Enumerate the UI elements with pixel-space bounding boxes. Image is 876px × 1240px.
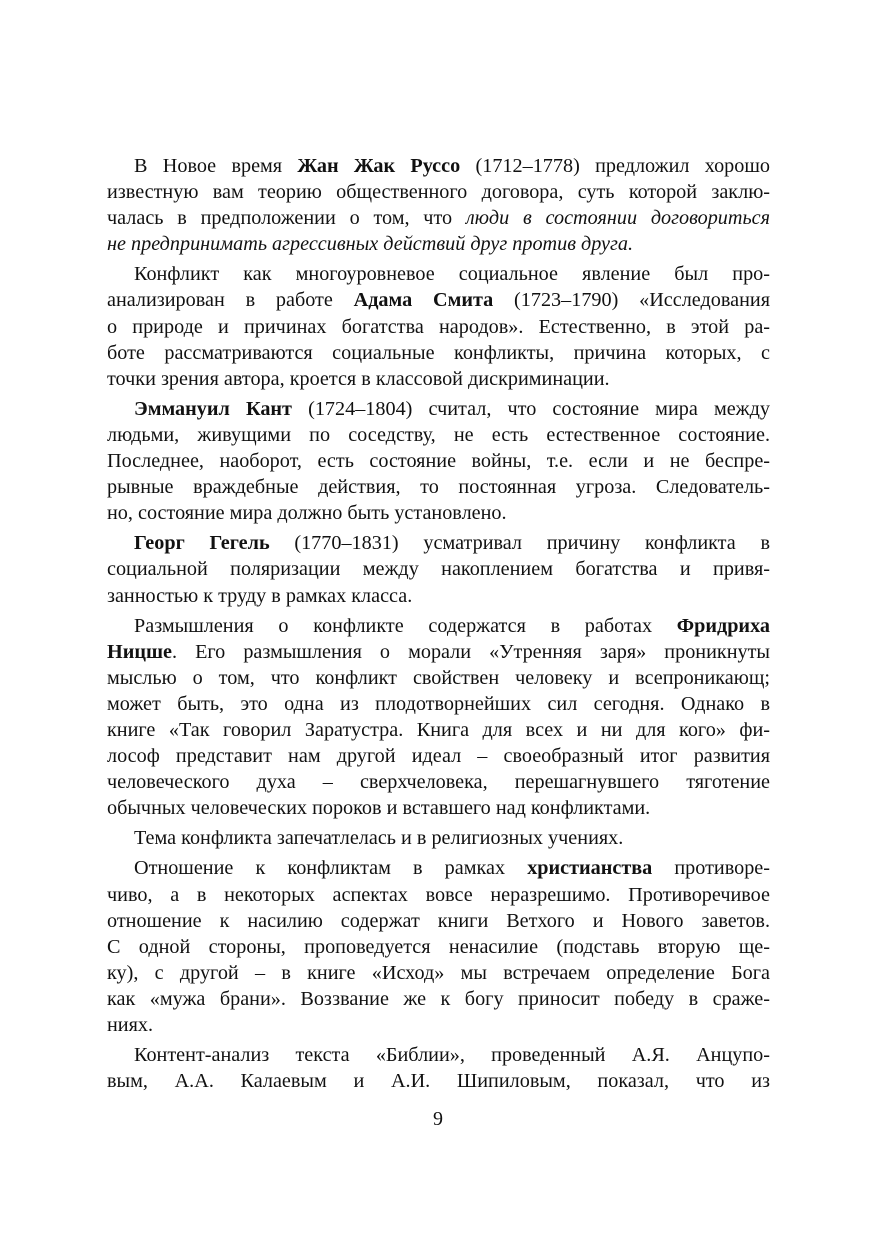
text-run: может быть, это одна из плодотворнейших сил сегодня. Однако в: [107, 692, 770, 715]
text-line: [107, 1012, 770, 1038]
text-line: [107, 882, 770, 908]
text-line: [107, 639, 770, 665]
text-line: [107, 855, 770, 881]
text-run: рывные враждебные действия, то постоянная угроза. Следователь-: [107, 476, 770, 499]
text-run: вым, А.А. Калаевым и А.И. Шипиловым, показал, что из: [107, 1070, 770, 1093]
text-run: известную вам теорию общественного договора, суть которой заклю-: [107, 181, 770, 204]
text-line: [107, 743, 770, 769]
text-run: точки зрения автора, кроется в классовой дискриминации.: [107, 367, 610, 390]
bold-name: христианства: [527, 857, 653, 880]
text-run: отношение к насилию содержат книги Ветхого и Нового заветов.: [107, 909, 770, 932]
text-run: . Его размышления о морали «Утренняя заря» проникнуты: [171, 640, 770, 663]
bold-name: Жан Жак Руссо: [297, 155, 461, 177]
paragraph: [107, 153, 770, 257]
text-line: [107, 908, 770, 934]
text-line: [107, 530, 770, 556]
paragraph: [107, 396, 770, 526]
italic-text: не предпринимать агрессивных действий друг против друга.: [107, 233, 634, 256]
bold-name: Эммануил Кант: [134, 397, 292, 420]
paragraph: [107, 530, 770, 608]
text-run: Контент-анализ текста «Библии», проведенный А.Я. Анцупо-: [134, 1044, 770, 1067]
text-line: [107, 769, 770, 795]
text-run: занностью к труду в рамках класса.: [107, 584, 413, 607]
paragraph: [107, 1042, 770, 1094]
text-run: Последнее, наоборот, есть состояние войны, т.е. если и не беспре-: [107, 450, 770, 473]
text-line: [107, 613, 770, 639]
text-run: анализирован в работе: [107, 289, 354, 312]
text-run: (1723–1790) «Исследования: [493, 289, 770, 312]
text-line: [107, 396, 770, 422]
text-run: лософ представит нам другой идеал – своеобразный итог развития: [107, 745, 770, 768]
text-run: о природе и причинах богатства народов». Естественно, в этой ра-: [107, 315, 770, 338]
text-line: [107, 500, 770, 526]
text-line: [107, 583, 770, 609]
text-line: [107, 179, 770, 205]
bold-name: Ницше: [107, 640, 172, 663]
text-line: [107, 314, 770, 340]
text-line: [107, 422, 770, 448]
page-number: 9: [433, 1108, 443, 1130]
text-line: [107, 556, 770, 582]
text-run: боте рассматриваются социальные конфликты, причина которых, с: [107, 341, 770, 364]
paragraph: [107, 261, 770, 391]
text-run: мыслью о том, что конфликт свойствен человеку и всепроникающ;: [107, 666, 770, 689]
text-run: людьми, живущими по соседству, не есть естественное состояние.: [107, 423, 770, 446]
text-line: [107, 717, 770, 743]
text-run: чалась в предположении о том, что: [107, 207, 466, 230]
text-line: [107, 691, 770, 717]
text-run: противоре-: [652, 857, 770, 880]
text-line: [107, 231, 770, 257]
bold-name: Фридриха: [676, 614, 770, 637]
text-run: Конфликт как многоуровневое социальное явление был про-: [134, 263, 770, 286]
text-run: но, состояние мира должно быть установлено.: [107, 502, 507, 525]
text-line: [107, 153, 770, 179]
bold-name: Георг Гегель: [134, 532, 270, 555]
page-body: [107, 153, 770, 1094]
text-line: [107, 366, 770, 392]
text-run: Размышления о конфликте содержатся в работах: [134, 614, 677, 637]
text-line: [107, 287, 770, 313]
paragraph: [107, 613, 770, 822]
text-run: как «мужа брани». Воззвание же к богу приносит победу в сраже-: [107, 987, 770, 1010]
text-run: обычных человеческих пороков и вставшего над конфликтами.: [107, 797, 651, 820]
text-line: [107, 934, 770, 960]
paragraph: [107, 825, 770, 851]
text-run: (1724–1804) считал, что состояние мира между: [291, 397, 770, 420]
paragraph: [107, 855, 770, 1038]
text-run: Отношение к конфликтам в рамках: [134, 857, 528, 880]
text-line: [107, 1042, 770, 1068]
text-run: ку), с другой – в книге «Исход» мы встречаем определение Бога: [107, 961, 770, 984]
text-run: ниях.: [107, 1014, 154, 1036]
text-run: человеческого духа – сверхчеловека, перешагнувшего тяготение: [107, 771, 770, 794]
text-run: (1770–1831) усматривал причину конфликта в: [269, 532, 770, 555]
text-line: [107, 205, 770, 231]
text-line: [107, 665, 770, 691]
text-line: [107, 795, 770, 821]
text-run: социальной поляризации между накоплением богатства и привя-: [107, 558, 770, 581]
text-run: Тема конфликта запечатлелась и в религиозных учениях.: [134, 827, 624, 850]
text-line: [107, 960, 770, 986]
text-run: С одной стороны, проповедуется ненасилие (подставь вторую ще-: [107, 935, 770, 958]
bold-name: Адама Смита: [353, 289, 494, 312]
text-run: (1712–1778) предложил хорошо: [460, 155, 771, 177]
text-line: [107, 261, 770, 287]
text-run: В Новое время: [134, 155, 298, 177]
text-line: [107, 986, 770, 1012]
text-line: [107, 825, 770, 851]
italic-text: люди в состоянии договориться: [465, 207, 770, 230]
text-line: [107, 340, 770, 366]
text-line: [107, 474, 770, 500]
text-line: [107, 1068, 770, 1094]
text-line: [107, 448, 770, 474]
text-run: книге «Так говорил Заратустра. Книга для всех и ни для кого» фи-: [107, 718, 770, 741]
text-run: чиво, а в некоторых аспектах вовсе неразрешимо. Противоречивое: [107, 883, 770, 906]
